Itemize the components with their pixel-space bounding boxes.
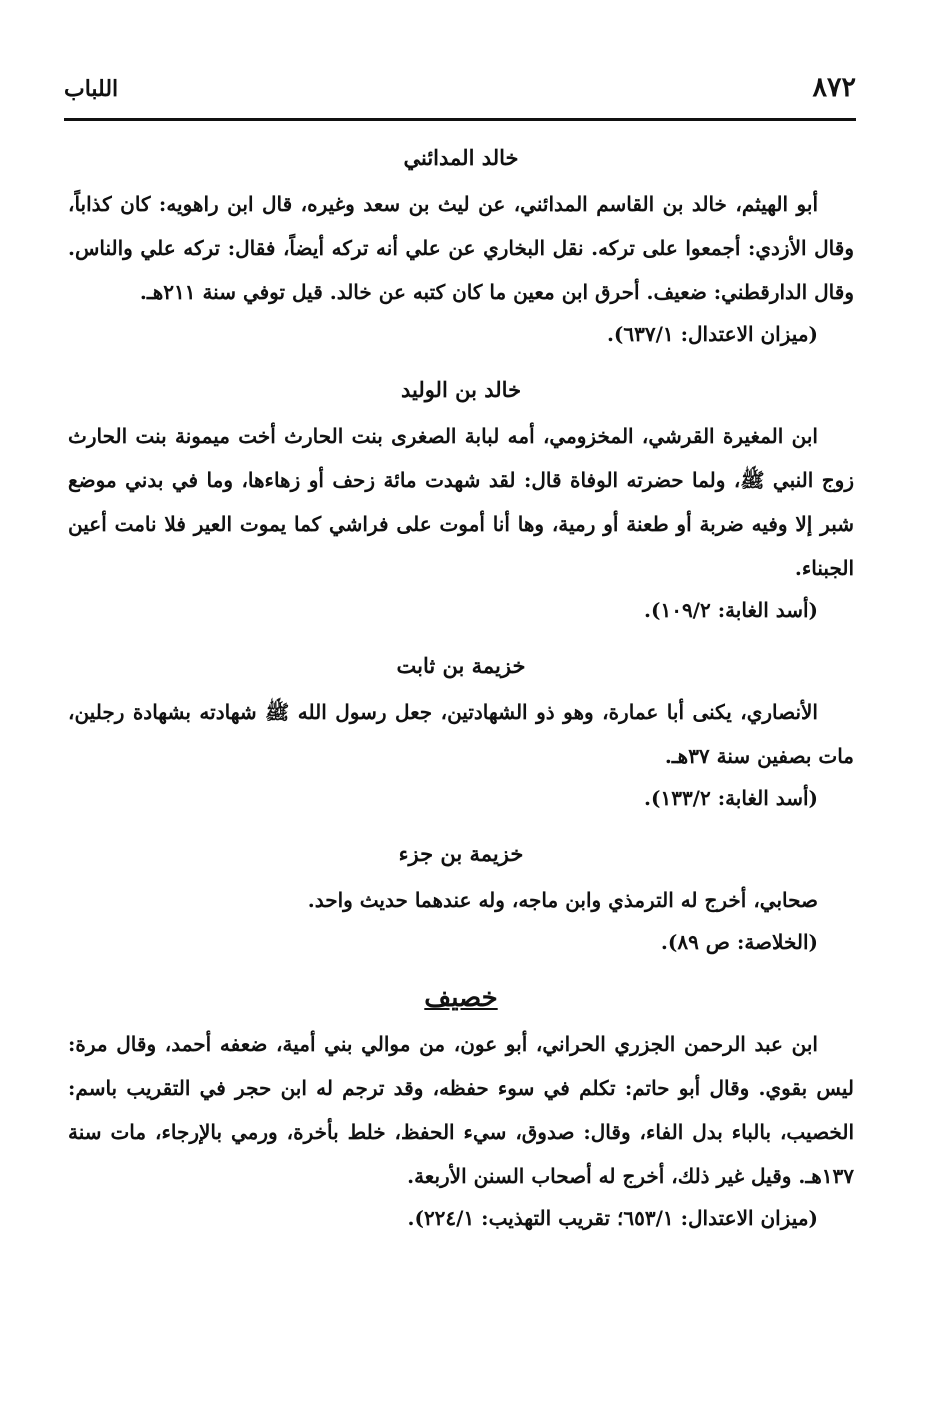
entry-title: خصيف	[424, 983, 498, 1013]
entry-title: خالد المدائني	[403, 145, 519, 170]
entry-khuzaymah-ibn-jaz	[68, 840, 854, 962]
entry-text: الأنصاري، يكنى أبا عمارة، وهو ذو الشهادتين، جعل رسول الله ﷺ شهادته بشهادة رجلين، مات بصفين سنة ٣٧هـ.	[68, 700, 854, 768]
entry-khuzaymah-ibn-thabit	[68, 652, 854, 818]
header-rule	[64, 118, 856, 121]
entry-reference: (أسد الغابة: ١٠٩/٢).	[644, 598, 818, 622]
page-number: ٨٧٢	[812, 72, 856, 103]
entry-reference: (أسد الغابة: ١٣٣/٢).	[644, 786, 818, 810]
entry-title: خزيمة بن جزء	[398, 841, 524, 866]
page-body	[68, 140, 854, 1260]
entry-text: ابن المغيرة القرشي، المخزومي، أمه لبابة الصغرى بنت الحارث أخت ميمونة بنت الحارث زوج النبي ﷺ، ولما حضرته الوفاة قال: لقد شهدت مائة زحف أو زهاءها، وما في بدني موضع شبر إلا وفيه ضربة أو طعنة أو رمية، وها أنا أموت على فراشي كما يموت العير فلا نامت أعين الجبناء.	[68, 424, 854, 580]
entry-reference: (ميزان الاعتدال: ٦٥٣/١؛ تقريب التهذيب: ٢٢٤/١).	[407, 1206, 818, 1230]
running-title: اللباب	[64, 76, 119, 102]
entry-text: أبو الهيثم، خالد بن القاسم المدائني، عن ليث بن سعد وغيره، قال ابن راهويه: كان كذاباً، وقال الأزدي: أجمعوا على تركه. نقل البخاري عن علي أنه تركه أيضاً، فقال: تركه علي والناس. وقال الدارقطني: ضعيف. أحرق ابن معين ما كان كتبه عن خالد. قيل توفي سنة ٢١١هـ.	[68, 192, 854, 304]
entry-khalid-ibn-alwalid	[68, 376, 854, 630]
entry-text: صحابي، أخرج له الترمذي وابن ماجه، وله عندهما حديث واحد.	[307, 888, 818, 912]
entry-title: خالد بن الوليد	[400, 377, 522, 402]
entry-khalid-almadaini	[68, 144, 854, 354]
entry-text: ابن عبد الرحمن الجزري الحراني، أبو عون، من موالي بني أمية، ضعفه أحمد، وقال مرة: ليس بقوي. وقال أبو حاتم: تكلم في سوء حفظه، وقد ترجم له ابن حجر في التقريب باسم: الخصيب، بالباء بدل الفاء، وقال: صدوق، سيء الحفظ، خلط بأخرة، ورمي بالإرجاء، مات سنة ١٣٧هـ. وقيل غير ذلك، أخرج له أصحاب السنن الأربعة.	[68, 1032, 854, 1188]
entry-reference: (الخلاصة: ص ٨٩).	[660, 930, 818, 954]
page-header	[64, 72, 856, 116]
entry-khusayf	[68, 984, 854, 1238]
entry-title: خزيمة بن ثابت	[396, 653, 526, 678]
entry-reference: (ميزان الاعتدال: ٦٣٧/١).	[606, 322, 818, 346]
